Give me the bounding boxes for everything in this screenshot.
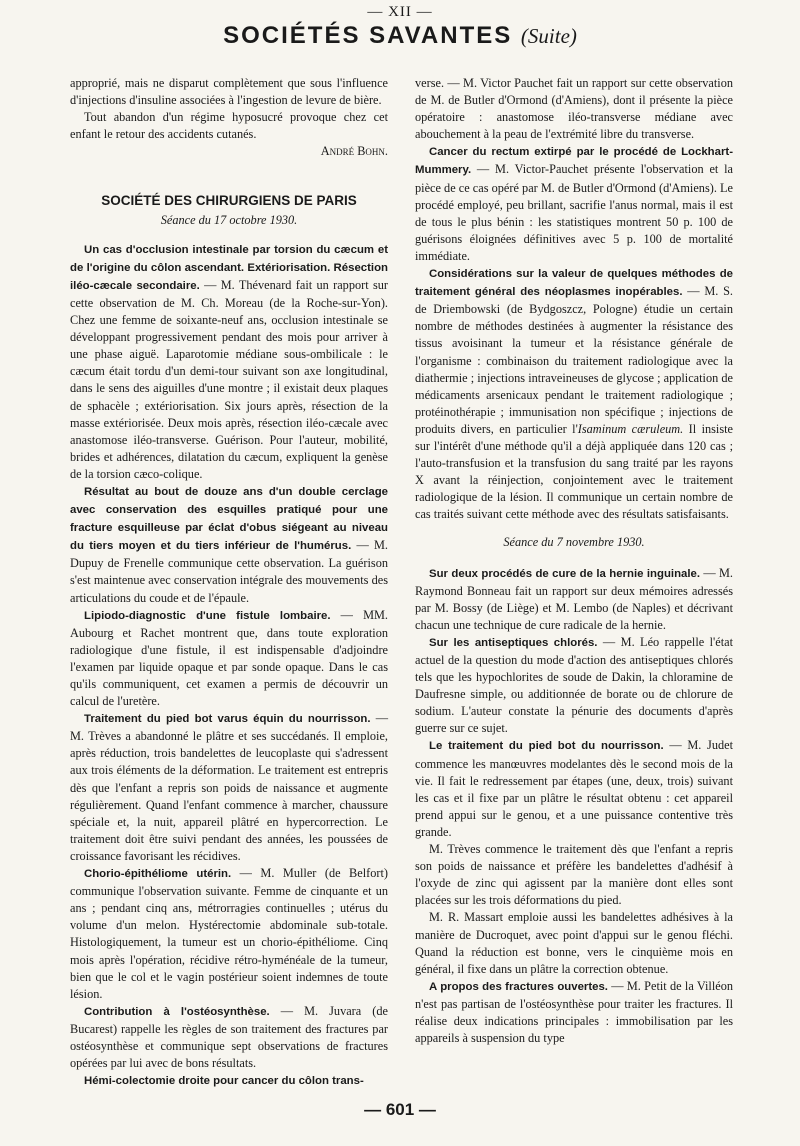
article-body: — M. Thévenard fait un rapport sur cette observation de M. Ch. Moreau (de la Roche-sur-Yon). Chez une femme de soixante-neuf ans, occlusion intestinale se développant progressivement pendant des mois pour arriver à une phase aiguë. Laparotomie médiane sous-ombilicale : le cæcum était tordu d'un demi-tour suivant son axe longitudinal, dans le sens des aiguilles d'une montre ; il existait deux plaques de sphacèle ; extériorisation. Six jours après, résection de la masse extériorisée. Deux mois après, résection iléo-cæcale avec anastomose iléo-transverse. Guérison. Pour l'auteur, mobilité, brides et adhérences, dilatation du cæcum, expliquent la genèse de la torsion cæco-colique.	[70, 277, 388, 481]
article-body: — M. Dupuy de Frenelle communique cette observation. La guérison s'est maintenue avec conservation intégrale des mouvements des articulations du coude et de l'épaule.	[70, 538, 388, 605]
article-heading: Sur deux procédés de cure de la hernie inguinale.	[429, 567, 701, 580]
article-heading: Résultat au bout de douze ans d'un double cerclage avec conservation des esquilles pratiqué pour une fracture esquilleuse par éclat d'obus siégeant au niveau du tiers moyen et du tiers inférieur de l'humérus.	[70, 485, 388, 553]
article	[415, 265, 733, 523]
header-title: SOCIÉTÉS SAVANTES	[223, 22, 513, 49]
article	[70, 483, 388, 607]
session-date: Séance du 17 octobre 1930.	[160, 212, 298, 227]
article-body: — M. Victor-Pauchet présente l'observation et la pièce de ce cas opéré par M. de Butler d'Ormond (d'Amiens). Le procédé employé, peu brillant, sacrifie l'anus normal, mais il est de tous le plus bénin : les statistiques montrent 50 p. 100 de guérisons éloignées définitives avec 5 p. 100 de mortalité immédiate.	[415, 162, 733, 263]
article-heading: Chorio-épithéliome utérin.	[84, 868, 232, 881]
article-heading: Cancer du rectum extirpé par le procédé de Lockhart-Mummery.	[415, 146, 733, 177]
article	[415, 737, 733, 841]
article-heading: Lipiodo-diagnostic d'une fistule lombaire.	[84, 609, 331, 622]
author-signature: André Bohn.	[320, 144, 388, 159]
paragraph: M. Trèves commence le traitement dès que l'enfant a repris son poids de naissance et préfère les bandelettes d'adhésif à l'oxyde de zinc qui agissent par la manière dont elles sont placées sur les trois déformations du pied.	[415, 842, 733, 908]
article-heading: Sur les antiseptiques chlorés.	[429, 636, 598, 649]
folio-roman: — XII —	[367, 4, 433, 20]
paragraph: verse. — M. Victor Pauchet fait un rapport sur cette observation de M. de Butler d'Ormond (d'Amiens), dont il présente la pièce opératoire : anastomose iléo-transverse médiane avec abouchement à la peau de l'extrémité libre du transverse.	[415, 76, 733, 142]
right-column	[415, 75, 733, 1047]
article-heading: Contribution à l'ostéosynthèse.	[84, 1005, 270, 1018]
article-body: — M. Trèves a abandonné le plâtre et ses succédanés. Il emploie, après réduction, trois bandelettes de leucoplaste qui s'adressent aux trois éléments de la déformation. Le traitement est entrepris dès que l'enfant a repris son poids de naissance et augmente régulièrement. Quand l'enfant commence à marcher, chaussure spéciale et, la nuit, appareil plâtré en hypercorrection. Le traitement doit être suivi pendant des années, les poussées de croissance favorisant les récidives.	[70, 711, 388, 863]
article	[70, 607, 388, 711]
article-body: — M. Judet commence les manœuvres modelantes dès le second mois de la vie. Il fait le redressement par étapes (une, deux, trois) suivant les cas et il fixe par un plâtre le résultat obtenu : cet appareil prend appui sur le genou, et a une puissance contentive très grande.	[415, 738, 733, 839]
article-heading: Traitement du pied bot varus équin du nourrisson.	[84, 713, 371, 726]
article	[70, 1003, 388, 1072]
article-heading: Le traitement du pied bot du nourrisson.	[429, 740, 664, 753]
article-body: — M. S. de Driembowski (de Bydgoszcz, Pologne) étudie un certain nombre de méthodes destinées à augmenter la résistance des tissus avoisinant la tumeur et la résistance générale de l'organisme : combinaison du traitement radiologique avec la diathermie ; injections intraveineuses de glycose ; application de médicaments arsenicaux pendant le traitement radiologique ; protéinothérapie ; immunisation non spécifique ; injections de produits divers, en particulier l'	[415, 284, 734, 436]
article-body: — M. Petit de la Villéon n'est pas partisan de l'ostéosynthèse pour traiter les fractures. Il réalise deux indications principales : immobilisation par les appareils à suspension du type	[415, 978, 733, 1046]
article-body: — MM. Aubourg et Rachet montrent que, dans toute exploration radiologique d'une fistule, il est indispensable d'adjoindre l'examen par liquide opaque et par sonde opaque. Dans le cas qu'ils communiquent, cet examen a permis de découvrir un calcul de l'uretère.	[70, 607, 389, 709]
article	[70, 241, 388, 483]
article	[415, 634, 733, 738]
article-body: — M. Muller (de Belfort) communique l'observation suivante. Femme de cinquante et un ans ; pendant cinq ans, métrorragies continuelles ; utérus du volume d'un melon. Hystérectomie abdominale sub-totale. Histologiquement, la tumeur est un chorio-épithéliome. Cinq mois après l'opération, récidive rétro-hyménéale de la tumeur, bien que le col et le vagin postérieur soient indemnes de toute lésion.	[70, 866, 388, 1001]
article-heading: Un cas d'occlusion intestinale par torsion du cæcum et de l'origine du côlon ascendant. Extériorisation. Résection iléo-cæcale secondaire.	[70, 243, 388, 292]
running-header	[0, 22, 800, 50]
article	[70, 865, 388, 1003]
article	[70, 1072, 388, 1090]
article	[415, 565, 733, 634]
article-heading: Hémi-colectomie droite pour cancer du côlon trans-	[84, 1075, 364, 1088]
section-title: SOCIÉTÉ DES CHIRURGIENS DE PARIS	[101, 193, 357, 209]
header-suite: (Suite)	[520, 24, 577, 48]
article-body: — M. Léo rappelle l'état actuel de la question du mode d'action des antiseptiques chlorés tels que les hypochlorites de soude de Dakin, la chloramine de Daufresne simple, ou additionnée de borate ou de chlorure de sodium. L'auteur constate la pénurie des documents d'après guerre sur ce sujet.	[415, 634, 734, 736]
page-number: — 601 —	[364, 1100, 436, 1119]
article	[415, 143, 733, 265]
drug-name: Isaminum cæruleum.	[577, 421, 684, 436]
paragraph: Tout abandon d'un régime hyposucré provoque chez cet enfant le retour des accidents cutanés.	[70, 110, 388, 142]
paragraph: approprié, mais ne disparut complètement que sous l'influence d'injections d'insuline associées à l'ingestion de levure de bière.	[70, 76, 388, 108]
article	[415, 978, 733, 1047]
article-body: — M. Raymond Bonneau fait un rapport sur deux mémoires adressés par M. Bossy (de Liège) et M. Lembo (de Naples) et décrivant chacun une technique de cure radicale de la hernie.	[415, 565, 733, 632]
article-body: Il insiste sur l'intérêt d'une méthode qu'il a déjà appliquée dans 120 cas ; l'auto-transfusion et la transfusion du sang traité par les rayons X avant la réinjection, conjointement avec le traitement radiologique de la lésion. Il communique un certain nombre de cas traités suivant cette méthode avec des résultats satisfaisants.	[415, 421, 733, 522]
left-column	[70, 75, 388, 1090]
paragraph: M. R. Massart emploie aussi les bandelettes adhésives à la manière de Ducroquet, avec point d'appui sur le genou fléchi. Quand la réduction est bonne, vers le cinquième mois en général, il fixe dans un plâtre la correction obtenue.	[415, 910, 733, 976]
session-date: Séance du 7 novembre 1930.	[503, 535, 645, 550]
article-heading: A propos des fractures ouvertes.	[429, 980, 608, 993]
article-heading: Considérations sur la valeur de quelques méthodes de traitement général des néoplasmes inopérables.	[415, 268, 733, 299]
article-body: — M. Juvara (de Bucarest) rappelle les règles de son traitement des fractures par ostéosynthèse et communique sept observations de fractures opérées par lui avec de bons résultats.	[70, 1003, 388, 1071]
article	[70, 710, 388, 865]
